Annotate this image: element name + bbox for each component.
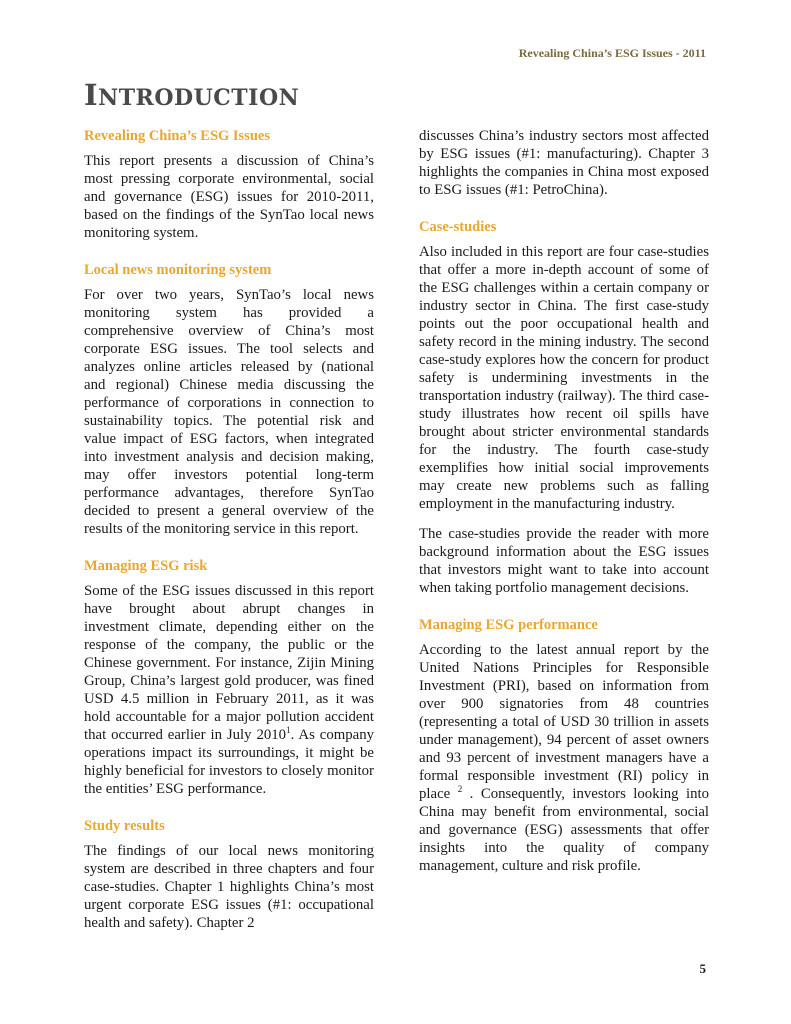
footnote-marker: 2 (457, 784, 463, 795)
section-monitoring (84, 261, 374, 538)
section-text: Also included in this report are four case-studies that offer a more in-depth account of some of the ESG challenges within a certain company or industry sector in China. The first case-study points out the poor occupational health and safety record in the mining industry. The second case-study explores how the concern for product safety is undermining investments in the transportation industry (railway). The third case-study illustrates how recent oil spills have brought about stricter environmental standards for the industry. The fourth case-study exemplifies how initial social improvements may create new problems such as falling employment in the manufacturing industry. (419, 244, 709, 512)
section-heading: Revealing China’s ESG Issues (84, 128, 270, 144)
section-case-studies-cont (419, 525, 709, 597)
title-rest: NTRODUCTION (98, 85, 300, 111)
section-esg-performance (419, 616, 709, 875)
text-part: According to the latest annual report by the United Nations Principles for Responsible Investment (PRI), based on information from over 900 signatories from 48 countries (representing a total of USD 30 trillion in assets under management), 94 percent of asset owners and 93 percent of investment managers have a formal responsible investment (RI) policy in place (419, 642, 709, 802)
section-text (84, 582, 374, 798)
left-column (84, 127, 374, 951)
section-text (419, 641, 709, 875)
running-header: Revealing China’s ESG Issues - 2011 (518, 46, 706, 60)
page-number: 5 (699, 961, 706, 976)
footnote-marker: 1 (286, 725, 291, 736)
section-heading: Local news monitoring system (84, 262, 272, 278)
section-revealing (84, 127, 374, 242)
section-text: The findings of our local news monitoring system are described in three chapters and four case-studies. Chapter 1 highlights China’s most urgent corporate ESG issues (#1: occupational health and safety). Chapter 2 (84, 843, 374, 931)
section-heading: Managing ESG performance (419, 617, 598, 633)
section-esg-risk (84, 557, 374, 798)
section-case-studies (419, 218, 709, 513)
page-title (84, 78, 299, 112)
text-part: . Consequently, investors looking into China may benefit from environmental, social and governance (ESG) assessments that offer insights into the quality of company management, culture and risk profile. (419, 786, 709, 874)
section-heading: Managing ESG risk (84, 558, 208, 574)
section-heading: Study results (84, 818, 165, 834)
section-heading: Case-studies (419, 219, 497, 235)
title-initial: I (84, 78, 99, 112)
text-part: . As company operations impact its surroundings, it might be highly beneficial for investors to closely monitor the entities’ ESG performance. (84, 727, 374, 797)
section-text: The case-studies provide the reader with more background information about the ESG issues that investors might want to take into account when taking portfolio management decisions. (419, 526, 709, 596)
section-study-results (84, 817, 374, 932)
text-part: Some of the ESG issues discussed in this report have brought about abrupt changes in investment climate, depending either on the response of the company, the public or the Chinese government. For instance, Zijin Mining Group, China’s largest gold producer, was fined USD 4.5 million in February 2011, as it was hold accountable for a major pollution accident that occurred earlier in July 2010 (84, 583, 374, 743)
section-text: This report presents a discussion of China’s most pressing corporate environmental, social and governance (ESG) issues for 2010-2011, based on the findings of the SynTao local news monitoring system. (84, 153, 374, 241)
section-text: For over two years, SynTao’s local news monitoring system has provided a comprehensive overview of China’s most corporate ESG issues. The tool selects and analyzes online articles released by (national and regional) Chinese media discussing the performance of corporations in connection to sustainability topics. The potential risk and value impact of ESG factors, when integrated into investment analysis and decision making, may offer investors potential long-term performance advantages, therefore SynTao decided to present a general overview of the results of the monitoring service in this report. (84, 287, 374, 537)
section-continued (419, 127, 709, 199)
section-text: discusses China’s industry sectors most affected by ESG issues (#1: manufacturing). Chapter 3 highlights the companies in China most exposed to ESG issues (#1: PetroChina). (419, 128, 709, 198)
right-column (419, 127, 709, 894)
